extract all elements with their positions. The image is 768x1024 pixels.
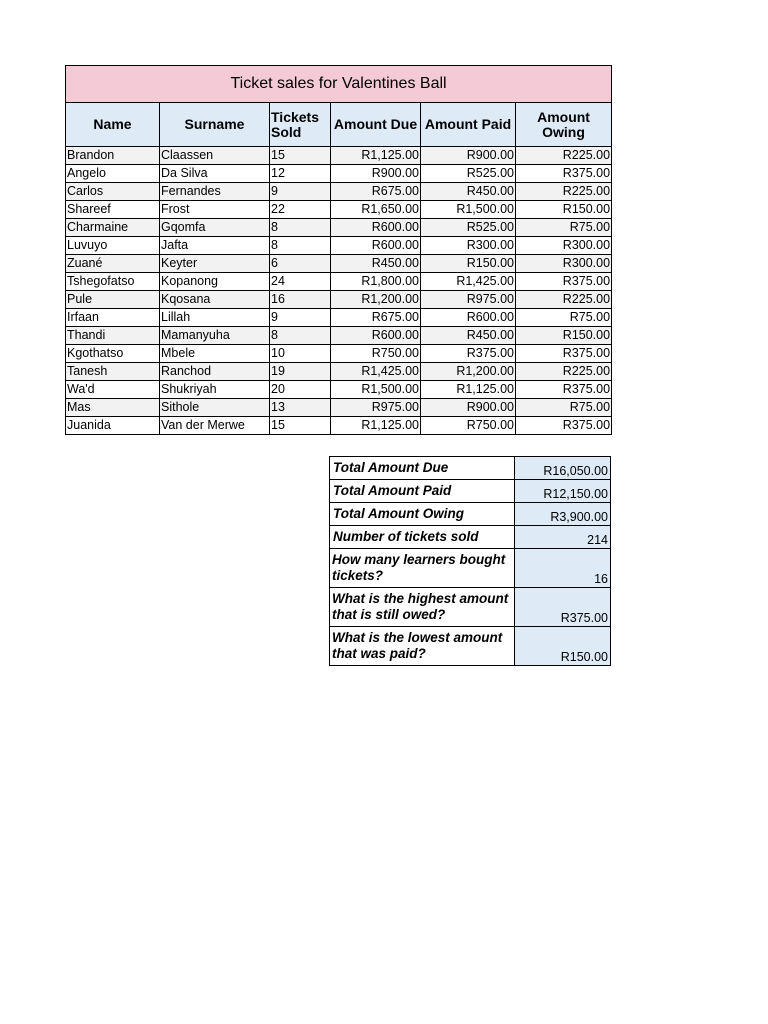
cell-surname: Mbele [160, 345, 270, 363]
cell-amount-owing: R375.00 [516, 417, 612, 435]
cell-amount-paid: R750.00 [421, 417, 516, 435]
table-row [66, 291, 612, 309]
cell-amount-paid: R600.00 [421, 309, 516, 327]
cell-amount-paid: R300.00 [421, 237, 516, 255]
cell-name: Irfaan [66, 309, 160, 327]
table-row [66, 399, 612, 417]
cell-amount-paid: R150.00 [421, 255, 516, 273]
cell-amount-owing: R375.00 [516, 345, 612, 363]
summary-value: R3,900.00 [515, 503, 611, 526]
cell-amount-owing: R375.00 [516, 381, 612, 399]
cell-amount-paid: R375.00 [421, 345, 516, 363]
cell-amount-owing: R375.00 [516, 165, 612, 183]
cell-amount-paid: R900.00 [421, 399, 516, 417]
cell-amount-due: R1,800.00 [331, 273, 421, 291]
column-header-tickets-sold: Tickets Sold [270, 103, 331, 147]
table-row [66, 183, 612, 201]
summary-value: 16 [515, 549, 611, 588]
cell-surname: Mamanyuha [160, 327, 270, 345]
sales-table-body [66, 147, 612, 435]
table-row [66, 147, 612, 165]
cell-amount-due: R1,125.00 [331, 147, 421, 165]
cell-name: Pule [66, 291, 160, 309]
cell-amount-paid: R975.00 [421, 291, 516, 309]
cell-amount-due: R675.00 [331, 309, 421, 327]
cell-amount-due: R1,425.00 [331, 363, 421, 381]
column-header-surname: Surname [160, 103, 270, 147]
summary-label: What is the lowest amount that was paid? [330, 627, 515, 666]
cell-amount-owing: R75.00 [516, 399, 612, 417]
summary-row [330, 588, 611, 627]
table-row [66, 327, 612, 345]
cell-amount-paid: R450.00 [421, 327, 516, 345]
cell-name: Thandi [66, 327, 160, 345]
cell-amount-owing: R375.00 [516, 273, 612, 291]
cell-amount-paid: R450.00 [421, 183, 516, 201]
cell-tickets-sold: 15 [270, 147, 331, 165]
cell-surname: Shukriyah [160, 381, 270, 399]
table-row [66, 309, 612, 327]
table-row [66, 255, 612, 273]
cell-surname: Ranchod [160, 363, 270, 381]
cell-amount-due: R450.00 [331, 255, 421, 273]
summary-row [330, 549, 611, 588]
cell-amount-due: R600.00 [331, 237, 421, 255]
cell-amount-due: R975.00 [331, 399, 421, 417]
cell-surname: Claassen [160, 147, 270, 165]
cell-name: Wa'd [66, 381, 160, 399]
cell-amount-due: R1,500.00 [331, 381, 421, 399]
table-row [66, 417, 612, 435]
column-header-name: Name [66, 103, 160, 147]
column-header-amount-paid: Amount Paid [421, 103, 516, 147]
cell-tickets-sold: 22 [270, 201, 331, 219]
cell-surname: Van der Merwe [160, 417, 270, 435]
summary-value: R150.00 [515, 627, 611, 666]
cell-surname: Keyter [160, 255, 270, 273]
cell-amount-owing: R225.00 [516, 183, 612, 201]
cell-amount-owing: R225.00 [516, 291, 612, 309]
cell-tickets-sold: 24 [270, 273, 331, 291]
table-title: Ticket sales for Valentines Ball [66, 66, 612, 103]
ticket-sales-table [65, 65, 612, 435]
cell-amount-paid: R900.00 [421, 147, 516, 165]
table-row [66, 273, 612, 291]
column-header-amount-due: Amount Due [331, 103, 421, 147]
cell-amount-due: R1,650.00 [331, 201, 421, 219]
cell-amount-due: R750.00 [331, 345, 421, 363]
cell-name: Charmaine [66, 219, 160, 237]
cell-amount-owing: R75.00 [516, 309, 612, 327]
table-row [66, 201, 612, 219]
cell-amount-paid: R1,200.00 [421, 363, 516, 381]
cell-tickets-sold: 8 [270, 327, 331, 345]
table-row [66, 165, 612, 183]
cell-amount-owing: R225.00 [516, 147, 612, 165]
summary-row [330, 480, 611, 503]
summary-row [330, 526, 611, 549]
cell-amount-paid: R1,500.00 [421, 201, 516, 219]
summary-label: Number of tickets sold [330, 526, 515, 549]
cell-tickets-sold: 20 [270, 381, 331, 399]
column-header-row [66, 103, 612, 147]
cell-surname: Frost [160, 201, 270, 219]
cell-surname: Gqomfa [160, 219, 270, 237]
summary-label: Total Amount Owing [330, 503, 515, 526]
summary-label: Total Amount Paid [330, 480, 515, 503]
cell-amount-paid: R525.00 [421, 165, 516, 183]
cell-tickets-sold: 8 [270, 237, 331, 255]
table-row [66, 363, 612, 381]
cell-tickets-sold: 10 [270, 345, 331, 363]
summary-table-body [330, 457, 611, 666]
summary-table [329, 456, 611, 666]
cell-tickets-sold: 12 [270, 165, 331, 183]
cell-amount-due: R1,200.00 [331, 291, 421, 309]
cell-surname: Sithole [160, 399, 270, 417]
cell-amount-due: R600.00 [331, 327, 421, 345]
cell-tickets-sold: 9 [270, 183, 331, 201]
summary-value: R12,150.00 [515, 480, 611, 503]
summary-value: R16,050.00 [515, 457, 611, 480]
cell-tickets-sold: 15 [270, 417, 331, 435]
summary-value: R375.00 [515, 588, 611, 627]
summary-label: Total Amount Due [330, 457, 515, 480]
summary-row [330, 627, 611, 666]
cell-amount-paid: R1,425.00 [421, 273, 516, 291]
summary-label: What is the highest amount that is still owed? [330, 588, 515, 627]
cell-tickets-sold: 9 [270, 309, 331, 327]
cell-amount-owing: R75.00 [516, 219, 612, 237]
cell-amount-owing: R300.00 [516, 255, 612, 273]
cell-surname: Kqosana [160, 291, 270, 309]
cell-amount-paid: R1,125.00 [421, 381, 516, 399]
cell-amount-owing: R150.00 [516, 201, 612, 219]
cell-name: Shareef [66, 201, 160, 219]
cell-surname: Jafta [160, 237, 270, 255]
cell-surname: Da Silva [160, 165, 270, 183]
summary-row [330, 503, 611, 526]
cell-name: Angelo [66, 165, 160, 183]
cell-amount-owing: R300.00 [516, 237, 612, 255]
cell-name: Tshegofatso [66, 273, 160, 291]
cell-name: Luvuyo [66, 237, 160, 255]
cell-name: Carlos [66, 183, 160, 201]
summary-label: How many learners bought tickets? [330, 549, 515, 588]
cell-name: Mas [66, 399, 160, 417]
cell-amount-owing: R225.00 [516, 363, 612, 381]
summary-value: 214 [515, 526, 611, 549]
table-row [66, 237, 612, 255]
cell-surname: Kopanong [160, 273, 270, 291]
cell-name: Juanida [66, 417, 160, 435]
cell-name: Brandon [66, 147, 160, 165]
cell-amount-owing: R150.00 [516, 327, 612, 345]
cell-tickets-sold: 13 [270, 399, 331, 417]
cell-name: Kgothatso [66, 345, 160, 363]
cell-surname: Lillah [160, 309, 270, 327]
cell-amount-due: R675.00 [331, 183, 421, 201]
cell-name: Zuané [66, 255, 160, 273]
cell-amount-due: R600.00 [331, 219, 421, 237]
cell-tickets-sold: 19 [270, 363, 331, 381]
table-row [66, 219, 612, 237]
summary-row [330, 457, 611, 480]
cell-tickets-sold: 8 [270, 219, 331, 237]
cell-name: Tanesh [66, 363, 160, 381]
cell-amount-paid: R525.00 [421, 219, 516, 237]
column-header-amount-owing: Amount Owing [516, 103, 612, 147]
cell-tickets-sold: 16 [270, 291, 331, 309]
cell-tickets-sold: 6 [270, 255, 331, 273]
cell-surname: Fernandes [160, 183, 270, 201]
cell-amount-due: R1,125.00 [331, 417, 421, 435]
cell-amount-due: R900.00 [331, 165, 421, 183]
table-row [66, 345, 612, 363]
table-row [66, 381, 612, 399]
